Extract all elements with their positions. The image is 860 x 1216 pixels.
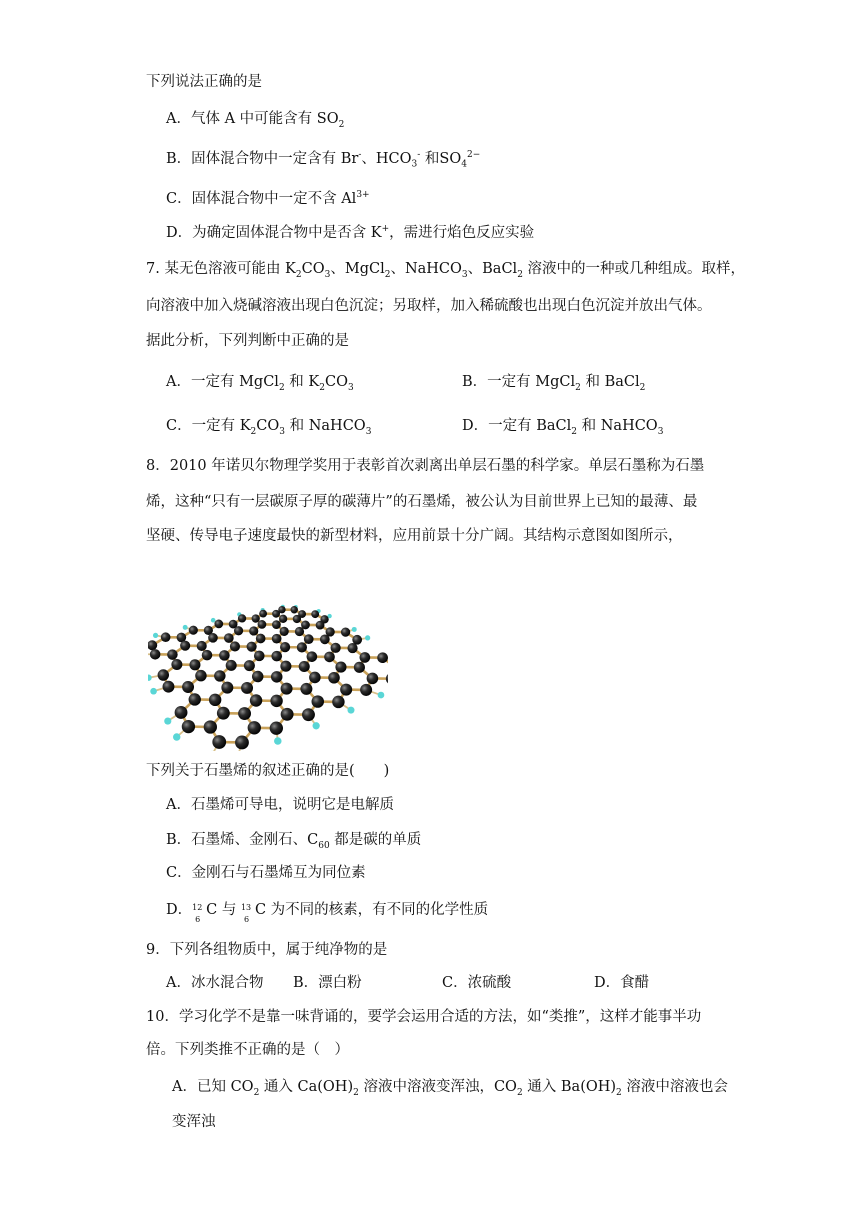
carbon-atom (230, 641, 240, 651)
carbon-atom (249, 626, 258, 635)
q7-option-d: D．一定有 BaCl$_2$ 和 NaHCO$_3$ (462, 418, 664, 437)
carbon-atom (293, 615, 301, 623)
hydrogen-atom (153, 633, 158, 638)
carbon-atom (161, 632, 171, 642)
carbon-atom (235, 736, 249, 750)
carbon-atom (270, 695, 282, 707)
hydrogen-atom (173, 733, 180, 740)
q7-stem-line2: 向溶液中加入烧碱溶液出现白色沉淀；另取样，加入稀硫酸也出现白色沉淀并放出气体。 (146, 298, 712, 314)
carbon-atom (189, 626, 198, 635)
q8-option-b: B．石墨烯、金刚石、$C_{60}$ 都是碳的单质 (166, 832, 422, 851)
carbon-atom (271, 671, 283, 683)
q7-option-c: C．一定有 $K_2CO_3$ 和 NaHCO$_3$ (166, 418, 372, 437)
carbon-atom (312, 695, 324, 707)
carbon-atom (189, 693, 201, 705)
carbon-atom (226, 660, 237, 671)
carbon-atom (280, 627, 289, 636)
carbon-atom (316, 621, 325, 630)
q8-question: 下列关于石墨烯的叙述正确的是( ) (146, 763, 390, 779)
carbon-atom (212, 735, 226, 749)
carbon-atom (271, 651, 282, 662)
q9-stem: 9．下列各组物质中，属于纯净物的是 (146, 942, 388, 958)
q8-stem-line3: 坚硬、传导电子速度最快的新型材料，应用前景十分广阔。其结构示意图如图所示， (146, 528, 683, 544)
q8-stem-line2: 烯，这种“只有一层碳原子厚的碳薄片”的石墨烯，被公认为目前世界上已知的最薄、最 (146, 494, 698, 510)
carbon-atom (299, 661, 310, 672)
carbon-atom (214, 670, 225, 681)
q7-stem-line3: 据此分析，下列判断中正确的是 (146, 333, 349, 349)
hydrogen-atom (150, 688, 157, 695)
q6-option-d: D．为确定固体混合物中是否含 K+，需进行焰色反应实验 (166, 224, 535, 241)
carbon-atom (280, 661, 291, 672)
carbon-atom (259, 610, 267, 618)
hydrogen-atom (313, 722, 320, 729)
carbon-atom (302, 708, 315, 721)
carbon-atom (307, 651, 318, 662)
q6-lead: 下列说法正确的是 (146, 74, 262, 90)
carbon-atom (250, 694, 262, 706)
carbon-atom (281, 683, 293, 695)
carbon-atom (248, 721, 261, 734)
carbon-atom (297, 642, 307, 652)
carbon-atom (300, 683, 312, 695)
carbon-atom (158, 669, 169, 680)
carbon-atom (195, 670, 206, 681)
q9-option-b: B．漂白粉 (293, 975, 362, 991)
carbon-atom (247, 642, 257, 652)
hydrogen-atom (347, 707, 354, 714)
carbon-atom (332, 696, 344, 708)
carbon-atom (279, 615, 287, 623)
carbon-atom (272, 634, 282, 644)
carbon-atom (241, 682, 253, 694)
carbon-atom (182, 681, 194, 693)
carbon-atom (256, 634, 266, 644)
q6-option-c: C．固体混合物中一定不含 $Al^{3+}$ (166, 190, 370, 207)
carbon-atom (354, 662, 365, 673)
carbon-atom (204, 720, 217, 733)
q10-option-a-line2: 变浑浊 (172, 1114, 216, 1130)
q10-stem-line2: 倍。下列类推不正确的是（ ） (146, 1042, 349, 1058)
carbon-atom (280, 642, 290, 652)
q10-stem-line1: 10．学习化学不是靠一味背诵的，要学会运用合适的方法，如“类推”，这样才能事半功 (146, 1009, 702, 1025)
carbon-atom (258, 620, 267, 629)
carbon-atom (238, 614, 246, 622)
carbon-atom (217, 707, 230, 720)
carbon-atom (238, 707, 251, 720)
carbon-atom (331, 643, 341, 653)
carbon-atom (189, 659, 200, 670)
carbon-atom (209, 694, 221, 706)
carbon-atom (386, 673, 388, 685)
carbon-atom (202, 650, 213, 661)
carbon-atom (304, 634, 314, 644)
hydrogen-atom (365, 635, 370, 640)
carbon-atom (340, 684, 352, 696)
graphene-structure-diagram (148, 556, 388, 751)
carbon-atom (234, 626, 243, 635)
carbon-atom (377, 652, 388, 663)
q8-option-a: A．石墨烯可导电，说明它是电解质 (166, 797, 394, 813)
carbon-atom (252, 671, 264, 683)
nuclide-13: 13 6 (240, 903, 252, 924)
q9-option-c: C．浓硫酸 (442, 975, 512, 991)
hydrogen-atom (164, 717, 171, 724)
carbon-atom (309, 672, 321, 684)
hydrogen-atom (148, 675, 152, 681)
q7-option-a: A．一定有 MgCl$_2$ 和 $K_2CO_3$ (166, 374, 354, 393)
carbon-atom (281, 708, 294, 721)
carbon-atom (221, 682, 233, 694)
hydrogen-atom (378, 692, 385, 699)
hydrogen-atom (274, 737, 282, 745)
q8-option-d: D． 12 6 C 与 13 6 C 为不同的核素，有不同的化学性质 (166, 902, 489, 924)
carbon-atom (219, 650, 230, 661)
q7-stem-line1: 7. 某无色溶液可能由 $K_2CO_3$、MgCl$_2$、NaHCO$_3$、BaCl$_2$ 溶液中的一种或几种组成。取样， (146, 261, 746, 280)
carbon-atom (328, 672, 340, 684)
hydrogen-atom (183, 625, 188, 630)
carbon-atom (180, 641, 190, 651)
carbon-atom (175, 706, 188, 719)
carbon-atom (150, 649, 161, 660)
carbon-atom (360, 652, 371, 663)
q6-option-b: B．固体混合物中一定含有 Br-、$HCO_3^-$ 和$SO_4^{2-}$ (166, 150, 481, 170)
q8-option-c: C．金刚石与石墨烯互为同位素 (166, 865, 366, 881)
carbon-atom (367, 673, 379, 685)
nuclide-12: 12 6 (192, 903, 203, 924)
carbon-atom (163, 681, 175, 693)
carbon-atom (208, 633, 218, 643)
carbon-atom (335, 662, 346, 673)
carbon-atom (272, 620, 281, 629)
carbon-atom (324, 652, 335, 663)
carbon-atom (291, 606, 298, 613)
carbon-atom (252, 614, 260, 622)
q7-options-row2 (166, 416, 664, 442)
carbon-atom (270, 722, 283, 735)
carbon-atom (171, 659, 182, 670)
carbon-atom (254, 651, 265, 662)
hydrogen-atom (211, 618, 216, 623)
carbon-atom (347, 643, 357, 653)
carbon-atom (197, 641, 207, 651)
q8-stem-line1: 8．2010 年诺贝尔物理学奖用于表彰首次剥离出单层石墨的科学家。单层石墨称为石墨 (146, 458, 705, 474)
carbon-atom (182, 720, 195, 733)
carbon-atom (244, 660, 255, 671)
carbon-atom (295, 627, 304, 636)
carbon-atom (311, 610, 319, 618)
q10-option-a-line1: A．已知 $CO_2$ 通入 $Ca(OH)_2$ 溶液中溶液变浑浊，$CO_2$ 通入 $Ba(OH)_2$ 溶液中溶液也会 (172, 1079, 728, 1098)
q7-option-b: B．一定有 MgCl$_2$ 和 BaCl$_2$ (462, 374, 646, 393)
carbon-atom (224, 633, 234, 643)
carbon-atom (320, 634, 330, 644)
q7-options-row1 (166, 372, 646, 398)
carbon-atom (214, 620, 223, 629)
carbon-atom (360, 684, 372, 696)
q9-option-a: A．冰水混合物 (166, 975, 264, 991)
q9-option-d: D．食醋 (594, 975, 650, 991)
carbon-atom (272, 610, 280, 618)
q6-option-a: A．气体 A 中可能含有 $SO_2$ (166, 111, 345, 130)
carbon-atom (341, 627, 350, 636)
carbon-atom (167, 649, 178, 660)
hydrogen-atom (352, 627, 357, 632)
